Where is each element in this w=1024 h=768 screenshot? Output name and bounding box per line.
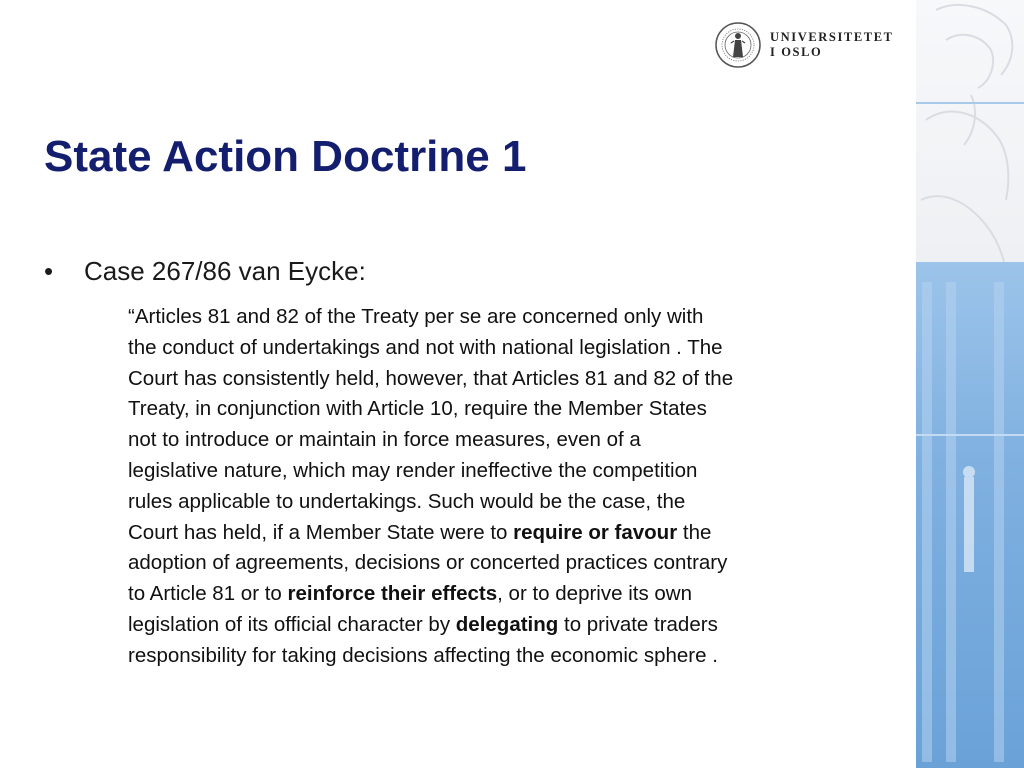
- slide-title: State Action Doctrine 1: [44, 132, 527, 181]
- quote-line: [128, 394, 898, 425]
- quote-line: [128, 579, 898, 610]
- side-divider-line: [916, 102, 1024, 104]
- emphasis-text: require or favour: [513, 520, 678, 544]
- university-seal-icon: [714, 21, 762, 69]
- quote-text: “Articles 81 and 82 of the Treaty per se are concerned only with: [128, 305, 704, 328]
- quote-paragraph: [128, 302, 898, 672]
- bullet-item: [44, 256, 366, 287]
- quote-line: [128, 302, 898, 333]
- side-panel-bottom: [916, 262, 1024, 768]
- quote-line: [128, 487, 898, 518]
- emphasis-text: delegating: [455, 612, 559, 636]
- bullet-text: Case 267/86 van Eycke:: [84, 256, 366, 286]
- side-divider-line: [916, 434, 1024, 436]
- quote-text: adoption of agreements, decisions or concerted practices contrary: [128, 551, 728, 575]
- emphasis-text: reinforce their effects: [287, 582, 498, 606]
- quote-text: , or to deprive its own: [497, 582, 692, 606]
- quote-line: [128, 548, 898, 579]
- quote-line: [128, 425, 898, 456]
- university-name-line1: UNIVERSITETET: [770, 30, 894, 44]
- quote-text: Court has consistently held, however, that Articles 81 and 82 of the: [128, 366, 734, 390]
- quote-line: [128, 610, 898, 641]
- quote-text: not to introduce or maintain in force measures, even of a: [128, 428, 641, 452]
- university-name: [770, 30, 894, 60]
- statue-sketch-icon: [916, 0, 1024, 262]
- quote-text: legislation of its official character by: [128, 612, 456, 636]
- university-logo[interactable]: [714, 20, 894, 70]
- quote-text: Court has held, if a Member State were to: [128, 520, 514, 544]
- university-name-line2: I OSLO: [770, 45, 823, 59]
- quote-text: to Article 81 or to: [128, 582, 288, 606]
- quote-text: legislative nature, which may render ineffective the competition: [128, 458, 698, 482]
- quote-text: rules applicable to undertakings. Such would be the case, the: [128, 489, 686, 513]
- decorative-side-panel: [916, 0, 1024, 768]
- quote-line: [128, 333, 898, 364]
- quote-line: [128, 456, 898, 487]
- side-panel-top: [916, 0, 1024, 262]
- quote-line: [128, 364, 898, 395]
- quote-text: the: [677, 520, 712, 544]
- bullet-symbol: •: [44, 256, 54, 286]
- quote-text: responsibility for taking decisions affecting the economic sphere .: [128, 643, 718, 667]
- quote-text: Treaty, in conjunction with Article 10, require the Member States: [128, 397, 707, 421]
- quote-text: the conduct of undertakings and not with national legislation . The: [128, 335, 723, 359]
- quote-text: to private traders: [558, 612, 718, 636]
- building-column-icon: [916, 262, 1024, 768]
- quote-line: [128, 641, 898, 672]
- quote-line: [128, 518, 898, 549]
